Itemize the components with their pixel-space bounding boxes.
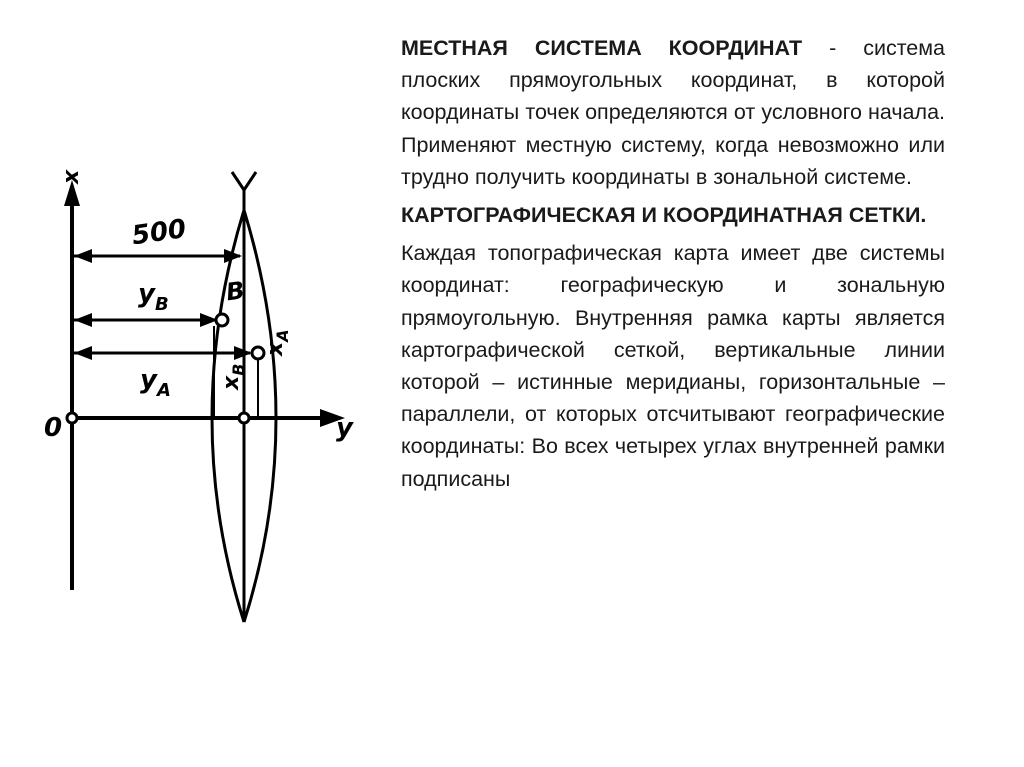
paragraph-local-coordinates bbox=[401, 32, 945, 193]
origin-point bbox=[67, 413, 77, 423]
meridian-axis-intersection bbox=[239, 413, 249, 423]
slide-text bbox=[401, 32, 945, 495]
term-local-coordinate-system: МЕСТНАЯ СИСТЕМА КООРДИНАТ bbox=[401, 36, 803, 60]
dimension-xA-label: $x_A$ bbox=[263, 329, 292, 356]
dimension-yA-arrow-left bbox=[74, 346, 92, 360]
dimension-500-arrow-left bbox=[74, 249, 92, 263]
diagram-svg bbox=[40, 150, 370, 640]
dimension-500-label: 500 bbox=[130, 214, 189, 252]
coordinate-system-diagram bbox=[40, 150, 370, 640]
zone-y-mark bbox=[232, 172, 256, 190]
dimension-yB-label: $y_B$ bbox=[138, 279, 169, 315]
point-B bbox=[216, 314, 228, 326]
point-B-label: B bbox=[224, 276, 247, 307]
dimension-yB-arrow-left bbox=[74, 313, 92, 327]
x-axis-label: x bbox=[59, 169, 84, 184]
dimension-yA-label: $y_A$ bbox=[140, 365, 171, 401]
zone-y-label bbox=[236, 173, 237, 174]
paragraph-topographic-map: Каждая топографическая карта имеет две системы координат: географическую и зональную прямоугольную. Внутренняя рамка карты является картографической сеткой, вертикальные линии которой – истинные меридианы, горизонтальные – параллели, от которых отсчитывают географические координаты: Во всех четырех углах внутренней рамки подписаны bbox=[401, 241, 945, 491]
heading-cartographic-grid: КАРТОГРАФИЧЕСКАЯ И КООРДИНАТНАЯ СЕТКИ. bbox=[401, 203, 927, 228]
origin-label: 0 bbox=[44, 413, 63, 443]
dimension-xB-label: $x_B$ bbox=[219, 363, 248, 390]
y-axis-label: y bbox=[336, 413, 353, 443]
definition-local-coordinate-system: - система плоских прямоугольных координат, в которой координаты точек определяются от условного начала. Применяют местную систему, когда невозможно или трудно получить координаты в зональной системе. bbox=[401, 36, 946, 189]
